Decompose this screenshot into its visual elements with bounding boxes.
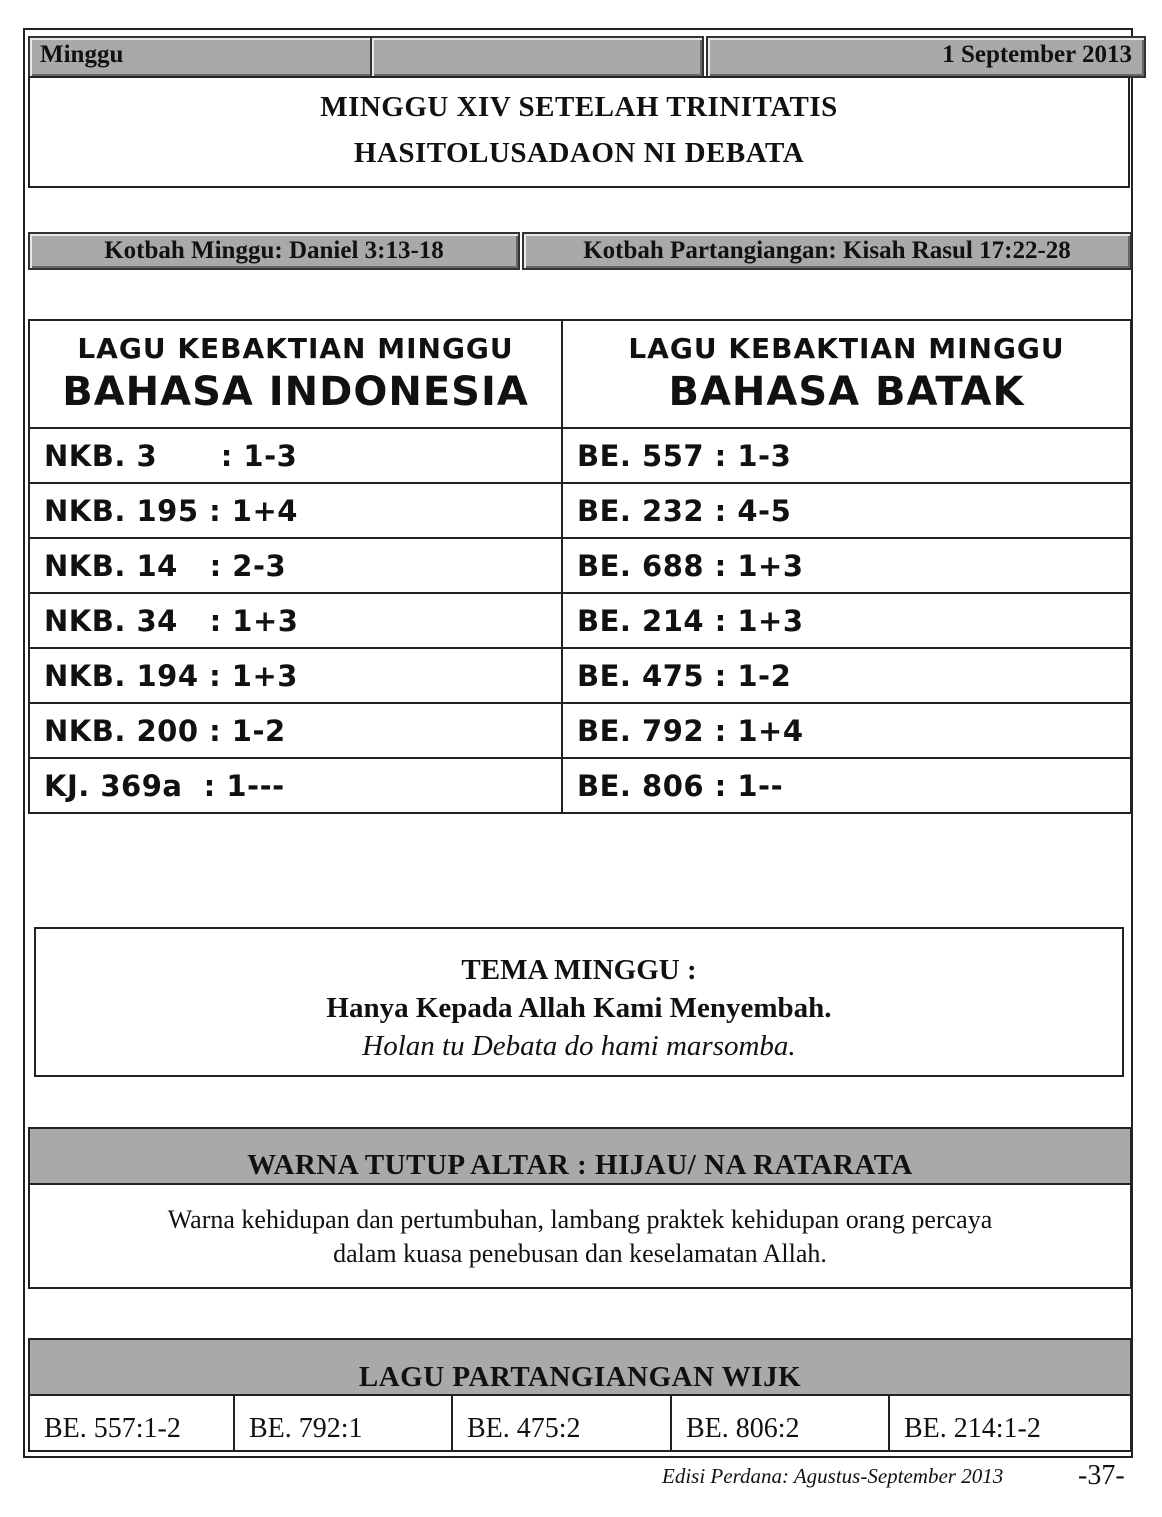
tema-indonesia: Hanya Kepada Allah Kami Menyembah. [326, 992, 832, 1024]
table-row [29, 703, 1131, 758]
sunday-title [28, 76, 1130, 188]
hymn-batak: BE. 688 : 1+3 [562, 538, 1131, 593]
lagu-item: BE. 792:1 [235, 1396, 453, 1450]
hymn-batak: BE. 232 : 4-5 [562, 483, 1131, 538]
hymn-indonesia: NKB. 14 : 2-3 [29, 538, 562, 593]
batak-title: BAHASA BATAK [668, 369, 1025, 415]
title-line-2: HASITOLUSADAON NI DEBATA [353, 137, 805, 169]
header-bar [28, 36, 1130, 74]
lagu-partangiangan-heading: LAGU PARTANGIANGAN WIJK [28, 1338, 1132, 1396]
kotbah-minggu: Kotbah Minggu: Daniel 3:13-18 [28, 232, 520, 270]
lagu-item: BE. 806:2 [672, 1396, 890, 1450]
header-batak [562, 320, 1131, 428]
header-day: Minggu [28, 36, 378, 78]
warna-heading: WARNA TUTUP ALTAR : HIJAU/ NA RATARATA [28, 1127, 1132, 1185]
indonesia-title: BAHASA INDONESIA [62, 369, 529, 415]
kotbah-partangiangan: Kotbah Partangiangan: Kisah Rasul 17:22-28 [522, 232, 1132, 270]
indonesia-subtitle: LAGU KEBAKTIAN MINGGU [77, 332, 514, 365]
tema-label: TEMA MINGGU : [461, 954, 697, 986]
tema-batak: Holan tu Debata do hami marsomba. [362, 1030, 796, 1062]
lagu-item: BE. 557:1-2 [30, 1396, 235, 1450]
hymn-batak: BE. 806 : 1-- [562, 758, 1131, 813]
hymn-batak: BE. 475 : 1-2 [562, 648, 1131, 703]
table-row [29, 648, 1131, 703]
hymn-indonesia: NKB. 3 : 1-3 [29, 428, 562, 483]
lagu-item: BE. 214:1-2 [904, 1413, 1041, 1444]
warna-line-1: Warna kehidupan dan pertumbuhan, lambang praktek kehidupan orang percaya [167, 1205, 993, 1234]
edition-label: Edisi Perdana: Agustus-September 2013 [662, 1464, 1004, 1488]
hymn-indonesia: NKB. 194 : 1+3 [29, 648, 562, 703]
hymn-indonesia: NKB. 200 : 1-2 [29, 703, 562, 758]
lagu-partangiangan-row [28, 1396, 1132, 1452]
header-indonesia [29, 320, 562, 428]
table-row [29, 538, 1131, 593]
hymn-table [28, 319, 1132, 814]
warna-description [28, 1185, 1132, 1289]
page-footer [0, 1460, 1162, 1500]
header-blank [370, 36, 704, 78]
hymn-batak: BE. 792 : 1+4 [562, 703, 1131, 758]
tema-box [34, 927, 1124, 1077]
hymn-batak: BE. 214 : 1+3 [562, 593, 1131, 648]
header-date: 1 September 2013 [706, 36, 1146, 78]
batak-subtitle: LAGU KEBAKTIAN MINGGU [628, 332, 1065, 365]
table-row [29, 483, 1131, 538]
lagu-item: BE. 475:2 [453, 1396, 672, 1450]
page-frame [23, 28, 1133, 1458]
title-line-1: MINGGU XIV SETELAH TRINITATIS [320, 91, 838, 123]
hymn-indonesia: NKB. 34 : 1+3 [29, 593, 562, 648]
table-row [29, 758, 1131, 813]
page-number: -37- [1078, 1460, 1125, 1491]
hymn-indonesia: NKB. 195 : 1+4 [29, 483, 562, 538]
hymn-table-header [29, 320, 1131, 428]
hymn-indonesia: KJ. 369a : 1--- [29, 758, 562, 813]
table-row [29, 428, 1131, 483]
table-row [29, 593, 1131, 648]
hymn-batak: BE. 557 : 1-3 [562, 428, 1131, 483]
warna-line-2: dalam kuasa penebusan dan keselamatan Allah. [333, 1239, 827, 1268]
